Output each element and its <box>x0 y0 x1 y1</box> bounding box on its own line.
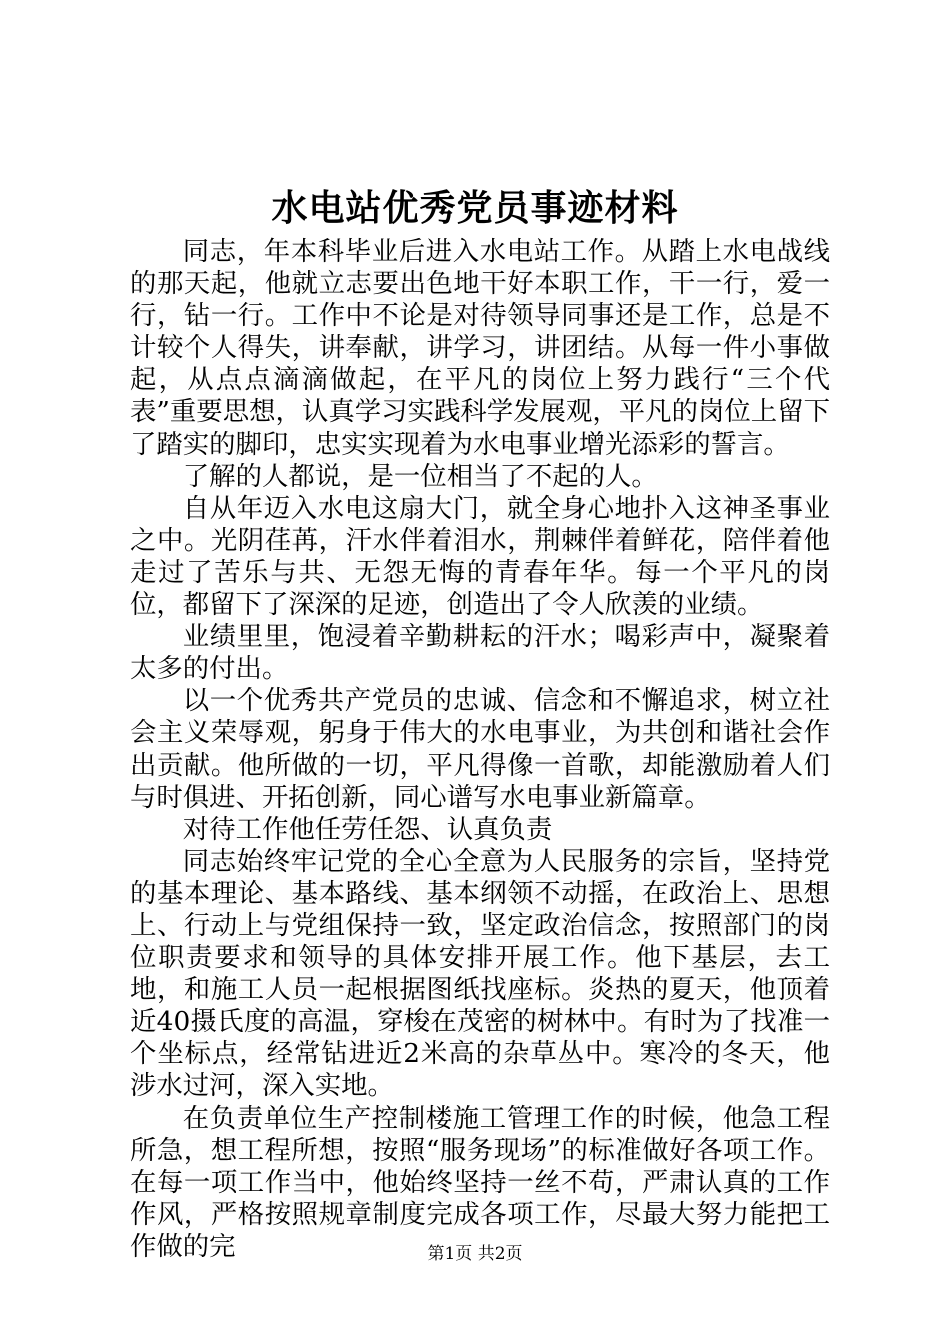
document-title: 水电站优秀党员事迹材料 <box>271 187 679 229</box>
section-heading: 对待工作他任劳任怨、认真负责 <box>182 813 553 845</box>
paragraph: 自从年迈入水电这扇大门，就全身心地扑入这神圣事业之中。光阴荏苒，汗水伴着泪水，荆棘伴着鲜花，陪伴着他走过了苦乐与共、无怨无悔的青春年华。每一个平凡的岗位，都留下了深深的足迹，创造出了令人欣羡的业绩。 <box>130 492 830 621</box>
paragraph: 以一个优秀共产党员的忠诚、信念和不懈追求，树立社会主义荣辱观，躬身于伟大的水电事业，为共创和谐社会作出贡献。他所做的一切，平凡得像一首歌，却能激励着人们与时俱进、开拓创新，同心谱写水电事业新篇章。 <box>130 685 830 813</box>
paragraph: 了解的人都说，是一位相当了不起的人。 <box>182 460 658 492</box>
paragraph: 在负责单位生产控制楼施工管理工作的时候，他急工程所急，想工程所想，按照“服务现场”的标准做好各项工作。在每一项工作当中，他始终坚持一丝不苟，严肃认真的工作作风，严格按照规章制度完成各项工作，尽最大努力能把工作做的完 <box>130 1102 830 1262</box>
page-number-footer: 第1页 共2页 <box>427 1244 523 1264</box>
paragraph: 业绩里里，饱浸着辛勤耕耘的汗水；喝彩声中，凝聚着太多的付出。 <box>130 621 830 685</box>
paragraph: 同志，年本科毕业后进入水电站工作。从踏上水电战线的那天起，他就立志要出色地干好本职工作，干一行，爱一行，钻一行。工作中不论是对待领导同事还是工作，总是不计较个人得失，讲奉献，讲学习，讲团结。从每一件小事做起，从点点滴滴做起，在平凡的岗位上努力践行“三个代表”重要思想，认真学习实践科学发展观，平凡的岗位上留下了踏实的脚印，忠实实现着为水电事业增光添彩的誓言。 <box>130 236 830 460</box>
paragraph: 同志始终牢记党的全心全意为人民服务的宗旨，坚持党的基本理论、基本路线、基本纲领不动摇，在政治上、思想上、行动上与党组保持一致，坚定政治信念，按照部门的岗位职责要求和领导的具体安排开展工作。他下基层，去工地，和施工人员一起根据图纸找座标。炎热的夏天，他顶着近40摄氏度的高温，穿梭在茂密的树林中。有时为了找准一个坐标点，经常钻进近2米高的杂草丛中。寒冷的冬天，他涉水过河，深入实地。 <box>130 845 830 1102</box>
document-body <box>130 236 830 1263</box>
